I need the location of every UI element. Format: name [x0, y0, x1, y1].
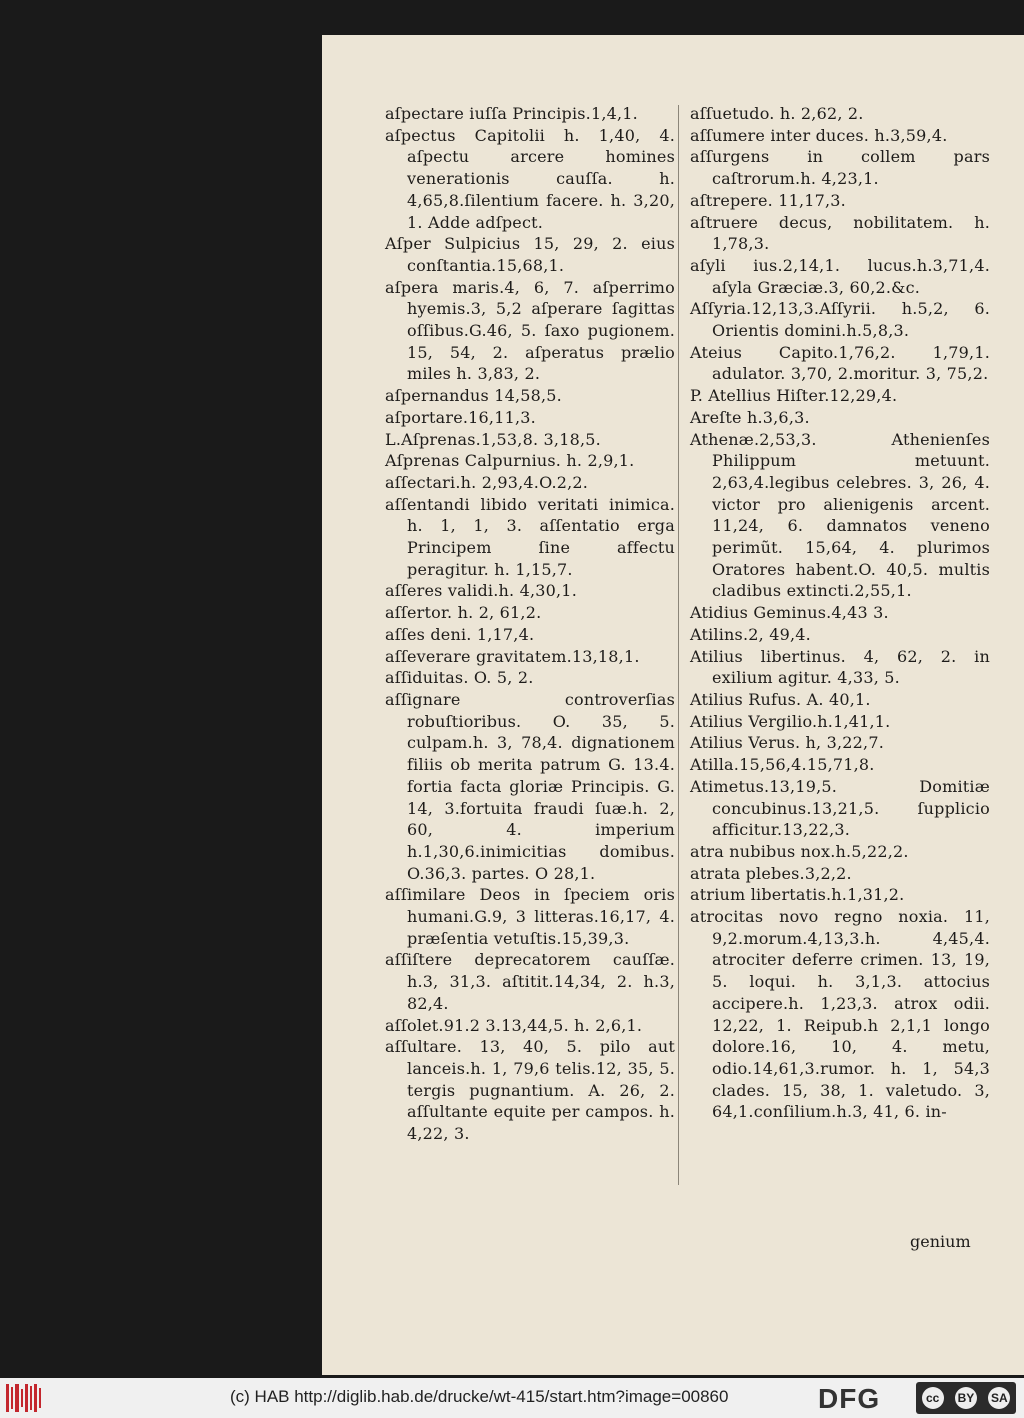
- index-entry: P. Atellius Hiſter.12,29,4.: [690, 386, 898, 406]
- index-entry: aſſeverare gravitatem.13,18,1.: [385, 646, 640, 666]
- index-entry: aſſumere inter duces. h.3,59,4.: [690, 125, 948, 145]
- index-entry: aſſurgens in collem pars caſtrorum.h. 4,23,1.: [690, 147, 990, 189]
- index-entry: aſſectari.h. 2,93,4.O.2,2.: [385, 472, 589, 492]
- index-entry: atra nubibus nox.h.5,22,2.: [690, 841, 909, 861]
- index-entry: Atilla.15,56,4.15,71,8.: [690, 755, 875, 775]
- cc-icon: cc: [922, 1387, 944, 1409]
- index-entry: Atimetus.13,19,5. Domitiæ concubinus.13,21,5. ſupplicio afficitur.13,22,3.: [690, 776, 990, 840]
- index-entry: aſſiduitas. O. 5, 2.: [385, 668, 534, 688]
- index-entry: aſſentandi libido veritati inimica. h. 1, 1, 3. aſſentatio erga Principem ſine affectu peragitur. h. 1,15,7.: [385, 494, 675, 579]
- index-entry: aſpernandus 14,58,5.: [385, 386, 562, 406]
- index-entry: Atilius Verus. h, 3,22,7.: [690, 733, 884, 753]
- index-entry: Atilius Vergilio.h.1,41,1.: [690, 711, 891, 731]
- index-entry: Aſſyria.12,13,3.Aſſyrii. h.5,2, 6. Orientis domini.h.5,8,3.: [690, 299, 990, 341]
- book-page: [322, 35, 1024, 1375]
- index-entry: aſſes deni. 1,17,4.: [385, 624, 535, 644]
- cc-license-badge[interactable]: [916, 1382, 1016, 1414]
- index-entry: aſſiſtere deprecatorem cauſſæ. h.3, 31,3. aſtitit.14,34, 2. h.3, 82,4.: [385, 950, 675, 1013]
- index-entry: L.Aſprenas.1,53,8. 3,18,5.: [385, 429, 601, 449]
- index-entry: aſtrepere. 11,17,3.: [690, 190, 846, 210]
- hab-logo-icon: [6, 1384, 48, 1412]
- right-index-column: [690, 103, 990, 1123]
- index-entry: aſſertor. h. 2, 61,2.: [385, 603, 542, 623]
- sa-icon: SA: [988, 1387, 1010, 1409]
- index-entry: aſſuetudo. h. 2,62, 2.: [690, 104, 864, 123]
- footer-bar: [0, 1378, 1024, 1418]
- index-entry: aſſultare. 13, 40, 5. pilo aut lanceis.h. 1, 79,6 telis.12, 35, 5. tergis pugnantium. A. 26, 2. aſſultante equite per campos. h. 4,22, 3.: [385, 1037, 675, 1144]
- index-entry: Atidius Geminus.4,43 3.: [690, 603, 889, 623]
- index-entry: Aſprenas Calpurnius. h. 2,9,1.: [385, 451, 635, 471]
- index-entry: aſſimilare Deos in ſpeciem oris humani.G.9, 3 litteras.16,17, 4. præſentia vetuſtis.15,39,3.: [385, 885, 675, 948]
- index-entry: aſpera maris.4, 6, 7. aſperrimo hyemis.3, 5,2 aſperare ſagittas oſſibus.G.46, 5. ſaxo pugionem. 15, 54, 2. aſperatus prælio miles h. 3,83, 2.: [385, 277, 675, 384]
- index-entry: Atilins.2, 49,4.: [690, 624, 811, 644]
- index-entry: aſpectus Capitolii h. 1,40, 4. aſpectu arcere homines venerationis cauſſa. h. 4,65,8.ſilentium facere. h. 3,20, 1. Adde adſpect.: [385, 125, 675, 232]
- index-entry: aſpectare iuſſa Principis.1,4,1.: [385, 104, 638, 123]
- index-entry: atrata plebes.3,2,2.: [690, 863, 852, 883]
- index-entry: Areſte h.3,6,3.: [690, 407, 810, 427]
- dfg-logo: DFG: [818, 1383, 881, 1414]
- index-entry: aſyli ius.2,14,1. lucus.h.3,71,4. aſyla Græciæ.3, 60,2.&c.: [690, 255, 990, 297]
- index-entry: Aſper Sulpicius 15, 29, 2. eius conſtantia.15,68,1.: [385, 234, 675, 275]
- index-entry: aſſignare controverſias robuſtioribus. O. 35, 5. culpam.h. 3, 78,4. dignationem filiis ob merita patrum G. 13.4. fortia facta gloriæ Principis. G. 14, 3.fortuita fraudi ſuæ.h. 2, 60, 4. imperium h.1,30,6.inimicitias domibus. O.36,3. partes. O 28,1.: [385, 689, 675, 883]
- index-entry: atrium libertatis.h.1,31,2.: [690, 885, 905, 905]
- by-icon: BY: [955, 1387, 977, 1409]
- index-entry: Atilius libertinus. 4, 62, 2. in exilium agitur. 4,33, 5.: [690, 646, 990, 688]
- index-entry: Athenæ.2,53,3. Athenienſes Philippum metuunt. 2,63,4.legibus celebres. 3, 26, 4. victor pro alienigenis arcent. 11,24, 6. damnatos veneno perimũt. 15,64, 4. plurimos Oratores habent.O. 40,5. multis cladibus extincti.2,55,1.: [690, 429, 990, 601]
- index-entry: aſtruere decus, nobilitatem. h. 1,78,3.: [690, 212, 990, 254]
- index-entry: Ateius Capito.1,76,2. 1,79,1. adulator. 3,70, 2.moritur. 3, 75,2.: [690, 342, 990, 384]
- index-entry: aſportare.16,11,3.: [385, 407, 536, 427]
- index-entry: aſſolet.91.2 3.13,44,5. h. 2,6,1.: [385, 1015, 643, 1035]
- copyright-link[interactable]: (c) HAB http://diglib.hab.de/drucke/wt-415/start.htm?image=00860: [230, 1387, 729, 1406]
- index-entry: atrocitas novo regno noxia. 11, 9,2.morum.4,13,3.h. 4,45,4. atrociter deferre crimen. 13, 19, 5. loqui. h. 3,1,3. attocius accipere.h. 1,23,3. atrox odii. 12,22, 1. Reipub.h 2,1,1 longo dolore.16, 10, 4. metu, odio.14,61,3.rumor. h. 1, 54,3 clades. 15, 38, 1. valetudo. 3, 64,1.conſilium.h.3, 41, 6. in-: [690, 907, 990, 1122]
- catchword: genium: [910, 1232, 971, 1251]
- index-entry: Atilius Rufus. A. 40,1.: [690, 689, 871, 709]
- column-divider: [678, 105, 679, 1185]
- index-entry: aſſeres validi.h. 4,30,1.: [385, 581, 577, 601]
- left-index-column: [385, 103, 675, 1145]
